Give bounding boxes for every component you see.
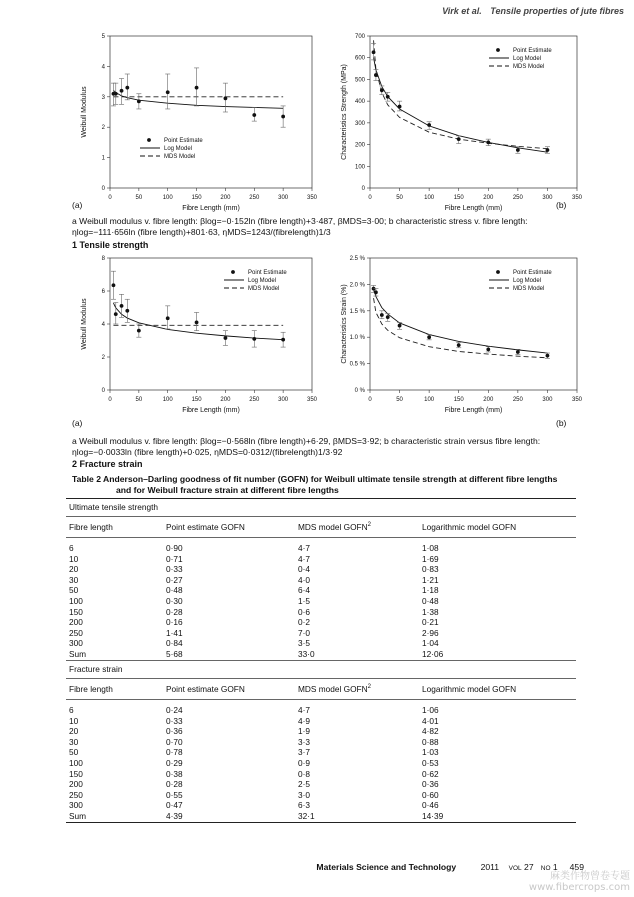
table-row — [69, 617, 572, 628]
table-row — [69, 800, 572, 811]
legend-label-point: Point Estimate — [513, 48, 552, 54]
table-cell: 0·83 — [422, 564, 439, 575]
table-row — [69, 726, 572, 737]
data-point — [281, 115, 285, 119]
y-tick-label: 200 — [354, 142, 365, 149]
x-tick-label: 100 — [424, 195, 435, 201]
data-point — [398, 105, 402, 109]
table-cell: 4·7 — [298, 553, 310, 564]
table-fracture — [69, 705, 572, 822]
table-cell: 300 — [69, 638, 83, 649]
table-cell: 0·48 — [422, 595, 439, 606]
y-tick-label: 4 — [101, 64, 105, 71]
x-tick-label: 150 — [191, 397, 202, 403]
table-cell: 0·53 — [422, 757, 439, 768]
data-point — [486, 347, 490, 351]
table-title — [72, 474, 577, 496]
col-header-mds-text-2: MDS model GOFN — [298, 684, 368, 694]
data-point — [195, 320, 199, 324]
x-tick-label: 50 — [135, 195, 143, 201]
y-tick-label: 4 — [101, 322, 105, 328]
table-cell: 4·7 — [298, 705, 310, 715]
table-cell: 1·03 — [422, 747, 439, 758]
table-cell: 1·9 — [298, 726, 310, 737]
x-tick-label: 350 — [571, 195, 583, 201]
data-point — [380, 313, 384, 317]
table-cell: 4·7 — [298, 543, 310, 553]
table-title-line-1: Table 2 Anderson–Darling goodness of fit number (GOFN) for Weibull ultimate tensile strength at different fibre lengths — [72, 474, 558, 484]
table-row — [69, 758, 572, 769]
table-cell: 4·0 — [298, 574, 310, 585]
chart-fig1a — [60, 28, 330, 216]
col-header-point-estimate: Point estimate GOFN — [166, 522, 245, 532]
y-tick-label: 700 — [354, 34, 365, 40]
table-cell: 6 — [69, 543, 74, 553]
data-point — [386, 95, 390, 99]
table-cell: 33·0 — [298, 648, 315, 659]
col-header-mds: MDS model GOFN$^2$ — [298, 522, 371, 532]
table-cell: 150 — [69, 768, 83, 779]
table-cell: 0·60 — [422, 789, 439, 800]
data-point — [125, 86, 129, 90]
table-cell: Sum — [69, 810, 87, 821]
table-cell: 0·55 — [166, 789, 183, 800]
data-point — [224, 96, 228, 100]
table-cell: 0·28 — [166, 606, 183, 617]
x-tick-label: 200 — [220, 195, 231, 201]
y-tick-label: 1.0 % — [349, 335, 365, 342]
section-label-uts: Ultimate tensile strength — [69, 502, 159, 512]
data-point — [125, 309, 129, 313]
col-header-mds-2: MDS model GOFN$^2$ — [298, 684, 371, 694]
watermark-line-2: www.fibercrops.com — [528, 882, 630, 893]
col-header-log: Logarithmic model GOFN — [422, 522, 517, 532]
table-row — [69, 607, 572, 618]
table-cell: 50 — [69, 747, 79, 758]
table-cell: 3·5 — [298, 638, 310, 649]
table-row — [69, 638, 572, 649]
y-axis-label: Characteristics Strength (MPa) — [341, 64, 348, 160]
table-cell: 1·21 — [422, 574, 439, 585]
x-tick-label: 300 — [542, 195, 553, 201]
table-cell: 4·82 — [422, 726, 439, 737]
footer-journal: Materials Science and Technology — [316, 862, 457, 872]
table-cell: 3·0 — [298, 789, 310, 800]
table-cell: 0·2 — [298, 617, 310, 628]
table-cell: 1·41 — [166, 627, 183, 638]
table-cell: 0·30 — [166, 595, 183, 606]
x-tick-label: 250 — [249, 195, 260, 201]
x-axis-label: Fibre Length (mm) — [444, 205, 503, 212]
y-tick-label: 0 % — [354, 388, 365, 394]
x-tick-label: 0 — [108, 195, 112, 201]
y-tick-label: 1 — [101, 155, 105, 162]
header-authors: Virk et al. — [442, 6, 482, 16]
table-cell: 100 — [69, 595, 83, 606]
table-cell: 0·70 — [166, 736, 183, 747]
data-point — [112, 283, 116, 287]
x-tick-label: 350 — [571, 397, 583, 403]
y-tick-label: 2.5 % — [349, 256, 365, 262]
figure-2-caption — [72, 436, 572, 458]
legend-point-marker — [147, 138, 151, 142]
legend-point-marker — [231, 270, 235, 274]
table-cell: 4·39 — [166, 810, 183, 821]
footer-vol: 27 — [524, 862, 534, 872]
table-cell: 0·33 — [166, 715, 183, 726]
col-header-fibre-length-2: Fibre length — [69, 684, 113, 694]
table-row — [69, 811, 572, 822]
y-tick-label: 0 — [101, 388, 105, 394]
table-cell: 20 — [69, 564, 79, 575]
table-cell: 0·27 — [166, 574, 183, 585]
table-cell: 0·6 — [298, 606, 310, 617]
table-cell: 2·5 — [298, 779, 310, 790]
x-tick-label: 100 — [424, 397, 435, 403]
table-cell: 0·62 — [422, 768, 439, 779]
data-point — [224, 336, 228, 340]
table-title-line-2: and for Weibull fracture strain at different fibre lengths — [116, 485, 339, 495]
data-point — [516, 350, 520, 354]
col-header-mds-text: MDS model GOFN — [298, 522, 368, 532]
table-cell: 1·69 — [422, 553, 439, 564]
x-tick-label: 300 — [278, 195, 289, 201]
table-cell: 0·47 — [166, 800, 183, 811]
data-point — [120, 304, 124, 308]
table-cell: 0·8 — [298, 768, 310, 779]
data-point — [114, 312, 118, 316]
table-cell: 30 — [69, 574, 79, 585]
table-cell: 0·88 — [422, 736, 439, 747]
table-cell: 250 — [69, 789, 83, 800]
table-row — [69, 554, 572, 565]
x-tick-label: 100 — [162, 195, 173, 201]
table-cell: 0·24 — [166, 705, 183, 715]
watermark — [529, 871, 630, 893]
data-point — [137, 329, 141, 333]
y-axis-label: Weibull Modulus — [81, 86, 88, 138]
table-row — [69, 716, 572, 727]
y-tick-label: 2.0 % — [349, 282, 365, 289]
table-cell: 30 — [69, 736, 79, 747]
table-cell: 0·29 — [166, 757, 183, 768]
table-row — [69, 779, 572, 790]
x-tick-label: 50 — [396, 195, 403, 201]
table-row — [69, 737, 572, 748]
table-cell: 200 — [69, 617, 83, 628]
figure-2-title: 2 Fracture strain — [72, 459, 143, 469]
table-cell: 0·71 — [166, 553, 183, 564]
footer-no-label: NO — [540, 865, 551, 872]
x-tick-label: 0 — [108, 397, 112, 403]
table-cell: 0·36 — [166, 726, 183, 737]
x-axis-label: Fibre Length (mm) — [444, 407, 503, 414]
x-tick-label: 350 — [306, 195, 318, 201]
y-tick-label: 100 — [354, 164, 365, 171]
data-point — [486, 141, 490, 145]
legend-point-marker — [496, 270, 500, 274]
table-uts — [69, 543, 572, 660]
table-row — [69, 649, 572, 660]
data-point — [374, 290, 378, 294]
table-cell: 250 — [69, 627, 83, 638]
table-cell: 1·5 — [298, 595, 310, 606]
table-cell: 20 — [69, 726, 79, 737]
x-axis-label: Fibre Length (mm) — [182, 407, 240, 414]
data-point — [114, 92, 118, 96]
x-tick-label: 250 — [249, 397, 260, 403]
legend-label-point: Point Estimate — [164, 138, 203, 144]
table-cell: 1·38 — [422, 606, 439, 617]
table-cell: 0·21 — [422, 617, 439, 628]
col-header-log-2: Logarithmic model GOFN — [422, 684, 517, 694]
x-tick-label: 200 — [220, 397, 231, 403]
panel-label-1b: (b) — [556, 200, 567, 210]
table-row — [69, 628, 572, 639]
table-cell: 0·36 — [422, 779, 439, 790]
header-rule-uts — [66, 537, 576, 538]
table-row — [69, 585, 572, 596]
data-point — [457, 137, 461, 141]
table-cell: 6 — [69, 705, 74, 715]
data-point — [195, 86, 199, 90]
watermark-line-1: 麻类作物曾卷专题 — [550, 871, 630, 882]
data-point — [398, 324, 402, 328]
table-cell: 6·4 — [298, 585, 310, 596]
table-row — [69, 769, 572, 780]
y-tick-label: 600 — [354, 55, 365, 62]
header-rule-fracture — [66, 699, 576, 700]
x-tick-label: 50 — [396, 397, 403, 403]
x-tick-label: 300 — [278, 397, 289, 403]
x-tick-label: 300 — [542, 397, 553, 403]
x-tick-label: 150 — [453, 397, 464, 403]
table-cell: 0·9 — [298, 757, 310, 768]
table-cell: 3·7 — [298, 747, 310, 758]
data-point — [252, 337, 256, 341]
data-point — [166, 90, 170, 94]
running-header — [442, 6, 624, 16]
chart-fig2b — [320, 250, 595, 418]
y-tick-label: 300 — [354, 120, 365, 127]
figure-1-title: 1 Tensile strength — [72, 240, 149, 250]
legend-label-log: Log Model — [513, 278, 542, 284]
table-row — [69, 543, 572, 554]
legend-label-mds: MDS Model — [513, 64, 545, 70]
plot-frame — [110, 36, 312, 188]
table-cell: 3·3 — [298, 736, 310, 747]
table-cell: 0·48 — [166, 585, 183, 596]
y-tick-label: 500 — [354, 77, 365, 84]
x-tick-label: 350 — [306, 397, 318, 403]
table-cell: 100 — [69, 757, 83, 768]
figure-1-caption — [72, 216, 572, 238]
legend-label-log: Log Model — [513, 56, 542, 62]
table-cell: 300 — [69, 800, 83, 811]
x-tick-label: 100 — [162, 397, 173, 403]
y-tick-label: 0 — [101, 186, 105, 192]
x-tick-label: 150 — [453, 195, 464, 201]
data-point — [281, 338, 285, 342]
table-cell: 0·90 — [166, 543, 183, 553]
footer-page: 459 — [569, 862, 584, 872]
legend-label-log: Log Model — [248, 278, 277, 284]
table-cell: 0·4 — [298, 564, 310, 575]
table-cell: 10 — [69, 715, 79, 726]
chart-fig1b — [320, 28, 595, 216]
y-tick-label: 400 — [354, 99, 365, 106]
panel-label-2a: (a) — [72, 418, 83, 428]
table-cell: 200 — [69, 779, 83, 790]
table-cell: 10 — [69, 553, 79, 564]
table-cell: 0·46 — [422, 800, 439, 811]
table-cell: 150 — [69, 606, 83, 617]
x-tick-label: 250 — [512, 397, 523, 403]
legend-label-point: Point Estimate — [513, 270, 552, 276]
table-row — [69, 747, 572, 758]
data-point — [380, 88, 384, 92]
plot-frame — [370, 36, 577, 188]
table-cell: 1·04 — [422, 638, 439, 649]
log-model-line — [374, 289, 548, 353]
data-point — [516, 148, 520, 152]
x-tick-label: 200 — [483, 195, 494, 201]
table-row — [69, 705, 572, 716]
data-point — [546, 148, 550, 152]
table-top-rule — [66, 498, 576, 499]
table-cell: 1·08 — [422, 543, 439, 553]
legend-label-log: Log Model — [164, 146, 193, 152]
table-cell: 0·28 — [166, 779, 183, 790]
legend-label-mds: MDS Model — [513, 286, 545, 292]
x-tick-label: 50 — [135, 397, 143, 403]
panel-label-1a: (a) — [72, 200, 83, 210]
y-tick-label: 3 — [101, 94, 105, 101]
y-tick-label: 6 — [101, 289, 105, 295]
data-point — [252, 113, 256, 117]
figure-2-caption-text: a Weibull modulus v. fibre length: βlog=−0·568ln (fibre length)+6·29, βMDS=3·92; b characteristic strain versus fibre length: ηlog=−0·0033ln (fibre length)+0·025, ηMDS=0·0312/(fibrelength)1/3·92 — [72, 436, 541, 457]
data-point — [120, 89, 124, 93]
table-cell: 1·18 — [422, 585, 439, 596]
table-row — [69, 596, 572, 607]
y-tick-label: 0 — [361, 186, 365, 192]
table-cell: 0·38 — [166, 768, 183, 779]
x-tick-label: 0 — [368, 195, 372, 201]
table-bottom-rule — [66, 822, 576, 823]
legend-label-mds: MDS Model — [164, 154, 196, 160]
table-cell: 6·3 — [298, 800, 310, 811]
data-point — [166, 316, 170, 320]
y-axis-label: Weibull Modulus — [81, 298, 88, 350]
footer-vol-label: VOL — [508, 865, 522, 872]
y-tick-label: 2 — [101, 125, 105, 132]
y-tick-label: 8 — [101, 256, 105, 262]
table-cell: 4·01 — [422, 715, 439, 726]
table-cell: 5·68 — [166, 648, 183, 659]
section-label-fracture: Fracture strain — [69, 664, 123, 674]
header-title: Tensile properties of jute fibres — [490, 6, 624, 16]
legend-label-point: Point Estimate — [248, 270, 287, 276]
table-cell: 0·84 — [166, 638, 183, 649]
section-rule-uts — [66, 516, 576, 517]
panel-label-2b: (b) — [556, 418, 567, 428]
data-point — [372, 50, 376, 54]
table-cell: 50 — [69, 585, 79, 596]
data-point — [427, 335, 431, 339]
y-tick-label: 1.5 % — [349, 308, 365, 315]
data-point — [137, 99, 141, 103]
table-row — [69, 575, 572, 586]
data-point — [427, 123, 431, 127]
table-cell: 14·39 — [422, 810, 444, 821]
section-end-rule-uts — [66, 660, 576, 661]
table-row — [69, 790, 572, 801]
y-axis-label: Characteristics Strain (%) — [341, 284, 348, 364]
col-header-fibre-length: Fibre length — [69, 522, 113, 532]
table-cell: 0·78 — [166, 747, 183, 758]
y-tick-label: 2 — [101, 355, 105, 361]
data-point — [374, 73, 378, 77]
table-cell: 32·1 — [298, 810, 315, 821]
x-tick-label: 150 — [191, 195, 202, 201]
legend-label-mds: MDS Model — [248, 286, 280, 292]
section-rule-fracture — [66, 678, 576, 679]
table-cell: 0·16 — [166, 617, 183, 628]
chart-fig2a — [60, 250, 330, 418]
x-tick-label: 250 — [512, 195, 523, 201]
table-cell: 4·9 — [298, 715, 310, 726]
col-header-point-estimate-2: Point estimate GOFN — [166, 684, 245, 694]
table-cell: Sum — [69, 648, 87, 659]
figure-1-caption-text: a Weibull modulus v. fibre length: βlog=−0·152ln (fibre length)+3·487, βMDS=3·00; b characteristic stress v. fibre length: ηlog=−111·656ln (fibre length)+801·63, ηMDS=1243/(fibrelength)1/3 — [72, 216, 528, 237]
data-point — [457, 343, 461, 347]
table-row — [69, 564, 572, 575]
table-cell: 1·06 — [422, 705, 439, 715]
table-cell: 12·06 — [422, 648, 444, 659]
data-point — [386, 315, 390, 319]
footer-no: 1 — [552, 862, 558, 872]
x-tick-label: 200 — [483, 397, 494, 403]
x-axis-label: Fibre Length (mm) — [182, 205, 240, 212]
legend-point-marker — [496, 48, 500, 52]
table-cell: 2·96 — [422, 627, 439, 638]
table-cell: 0·33 — [166, 564, 183, 575]
data-point — [546, 354, 550, 358]
y-tick-label: 5 — [101, 34, 105, 40]
footer-year: 2011 — [480, 862, 500, 872]
table-cell: 7·0 — [298, 627, 310, 638]
x-tick-label: 0 — [368, 397, 372, 403]
y-tick-label: 0.5 % — [349, 361, 365, 368]
